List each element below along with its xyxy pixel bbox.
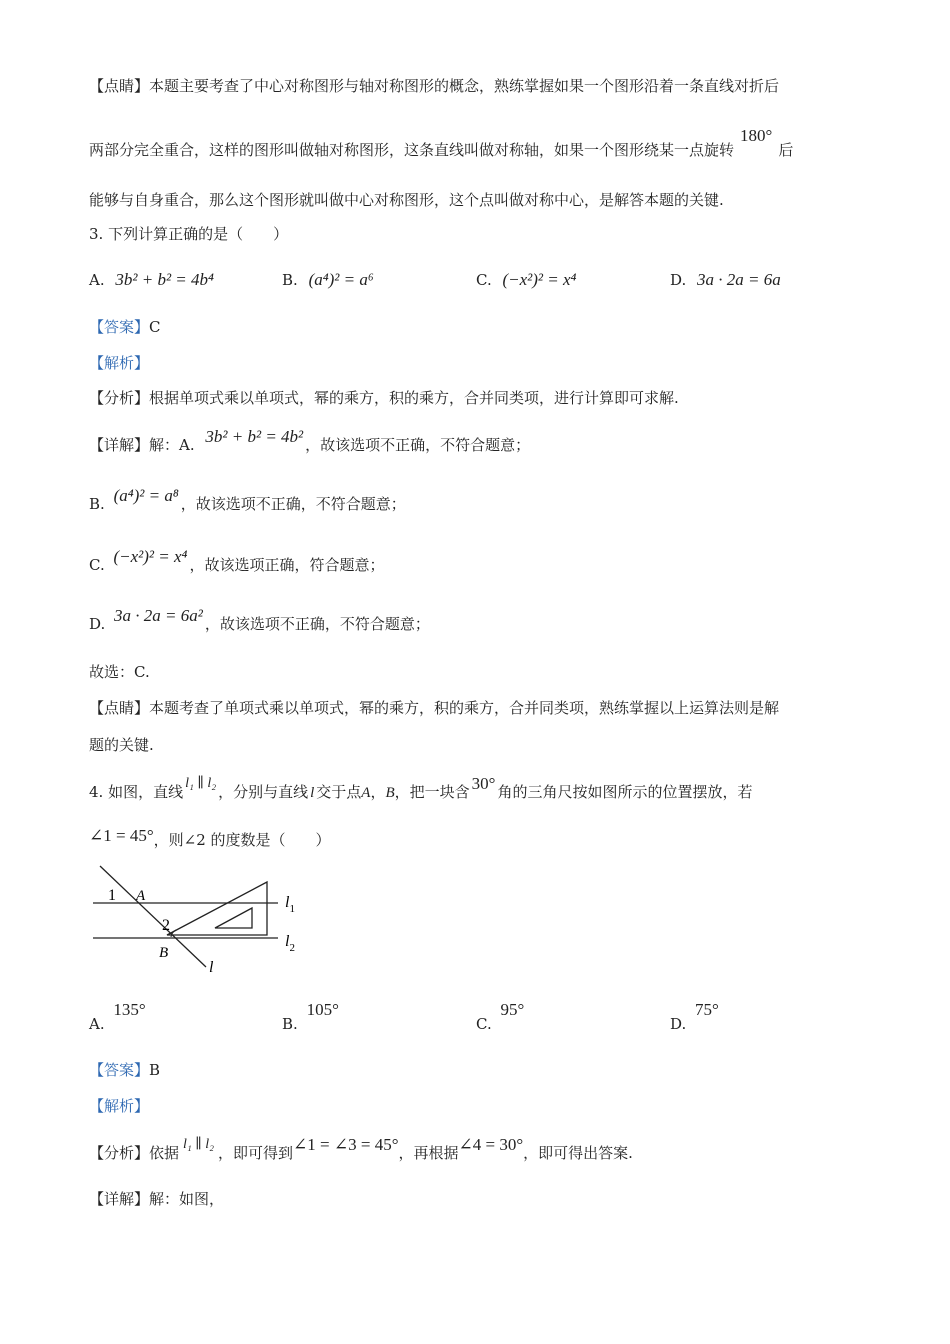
label-l1: $l_1$ [285, 894, 295, 915]
q2-dianjing-line1: 【点睛】本题主要考查了中心对称图形与轴对称图形的概念，熟练掌握如果一个图形沿着一条直线对折后 [89, 77, 780, 95]
label-l: l [209, 959, 214, 976]
label-l2: $l_2$ [285, 933, 295, 954]
q3-analysis: 【分析】根据单项式乘以单项式，幂的乘方，积的乘方，合并同类项，进行计算即可求解. [89, 389, 679, 407]
label-2: 2 [162, 917, 170, 934]
q4-option-d: D. 75° [670, 1000, 719, 1033]
q4-analysis: 【分析】依据 l₁ ∥ l₂ ，即可得到∠1 = ∠3 = 45°，再根据∠4 = 30°，即可得出答案. [89, 1135, 633, 1162]
triangle-ruler-inner [215, 908, 252, 928]
q2-dianjing-line3: 能够与自身重合，那么这个图形就叫做中心对称图形，这个点叫做对称中心，是解答本题的关键. [89, 191, 724, 209]
q3-dianjing-1: 【点睛】本题考查了单项式乘以单项式，幂的乘方，积的乘方，合并同类项，熟练掌握以上运算法则是解 [89, 699, 780, 717]
q4-option-c: C. 95° [476, 1000, 525, 1033]
q4-figure [90, 862, 310, 977]
q3-answer: 【答案】C [89, 318, 161, 336]
label-A: A [136, 888, 146, 904]
q3-choose: 故选：C. [89, 663, 150, 681]
q2-dianjing-tag: 【点睛】 [89, 77, 150, 95]
q3-jiexi-tag: 【解析】 [89, 354, 150, 372]
label-B: B [159, 945, 169, 961]
q4-answer: 【答案】B [89, 1061, 161, 1079]
q3-option-d: D. 3a · 2a = 6a [670, 270, 781, 289]
q3-option-a: A. 3b² + b² = 4b⁴ [89, 270, 214, 289]
q3-stem: 3. 下列计算正确的是（ ） [89, 225, 289, 243]
deg-180: 180° [740, 126, 773, 145]
q3-option-c: C. (−x²)² = x⁴ [476, 270, 577, 289]
q3-option-b: B. (a⁴)² = a⁶ [282, 270, 374, 289]
q4-detail: 【详解】解：如图， [89, 1190, 225, 1208]
q3-dianjing-2: 题的关键. [89, 736, 154, 754]
q4-option-a: A. 135° [89, 1000, 146, 1033]
q4-option-b: B. 105° [282, 1000, 339, 1033]
label-1: 1 [108, 887, 116, 904]
q3-detail-c: C. (−x²)² = x⁴ ，故该选项正确，符合题意； [89, 547, 385, 574]
line-l [100, 866, 206, 967]
q4-jiexi-tag: 【解析】 [89, 1097, 150, 1115]
q3-detail-d: D. 3a · 2a = 6a² ，故该选项不正确，不符合题意； [89, 606, 430, 633]
q2-dianjing-line2: 两部分完全重合，这样的图形叫做轴对称图形，这条直线叫做对称轴，如果一个图形绕某一点旋转180°后 [89, 126, 794, 159]
q3-detail-b: B. (a⁴)² = a⁸ ，故该选项不正确，不符合题意； [89, 486, 406, 513]
q4-stem-2: ∠1 = 45°，则∠2 的度数是（ ） [89, 826, 331, 849]
q3-detail-a: 【详解】解：A. 3b² + b² = 4b² ，故该选项不正确，不符合题意； [89, 427, 531, 454]
q4-stem-1: 4. 如图，直线 l₁ ∥ l₂ ，分别与直线 l 交于点A，B，把一块含 30° 角的三角尺按如图所示的位置摆放，若 [89, 774, 753, 801]
